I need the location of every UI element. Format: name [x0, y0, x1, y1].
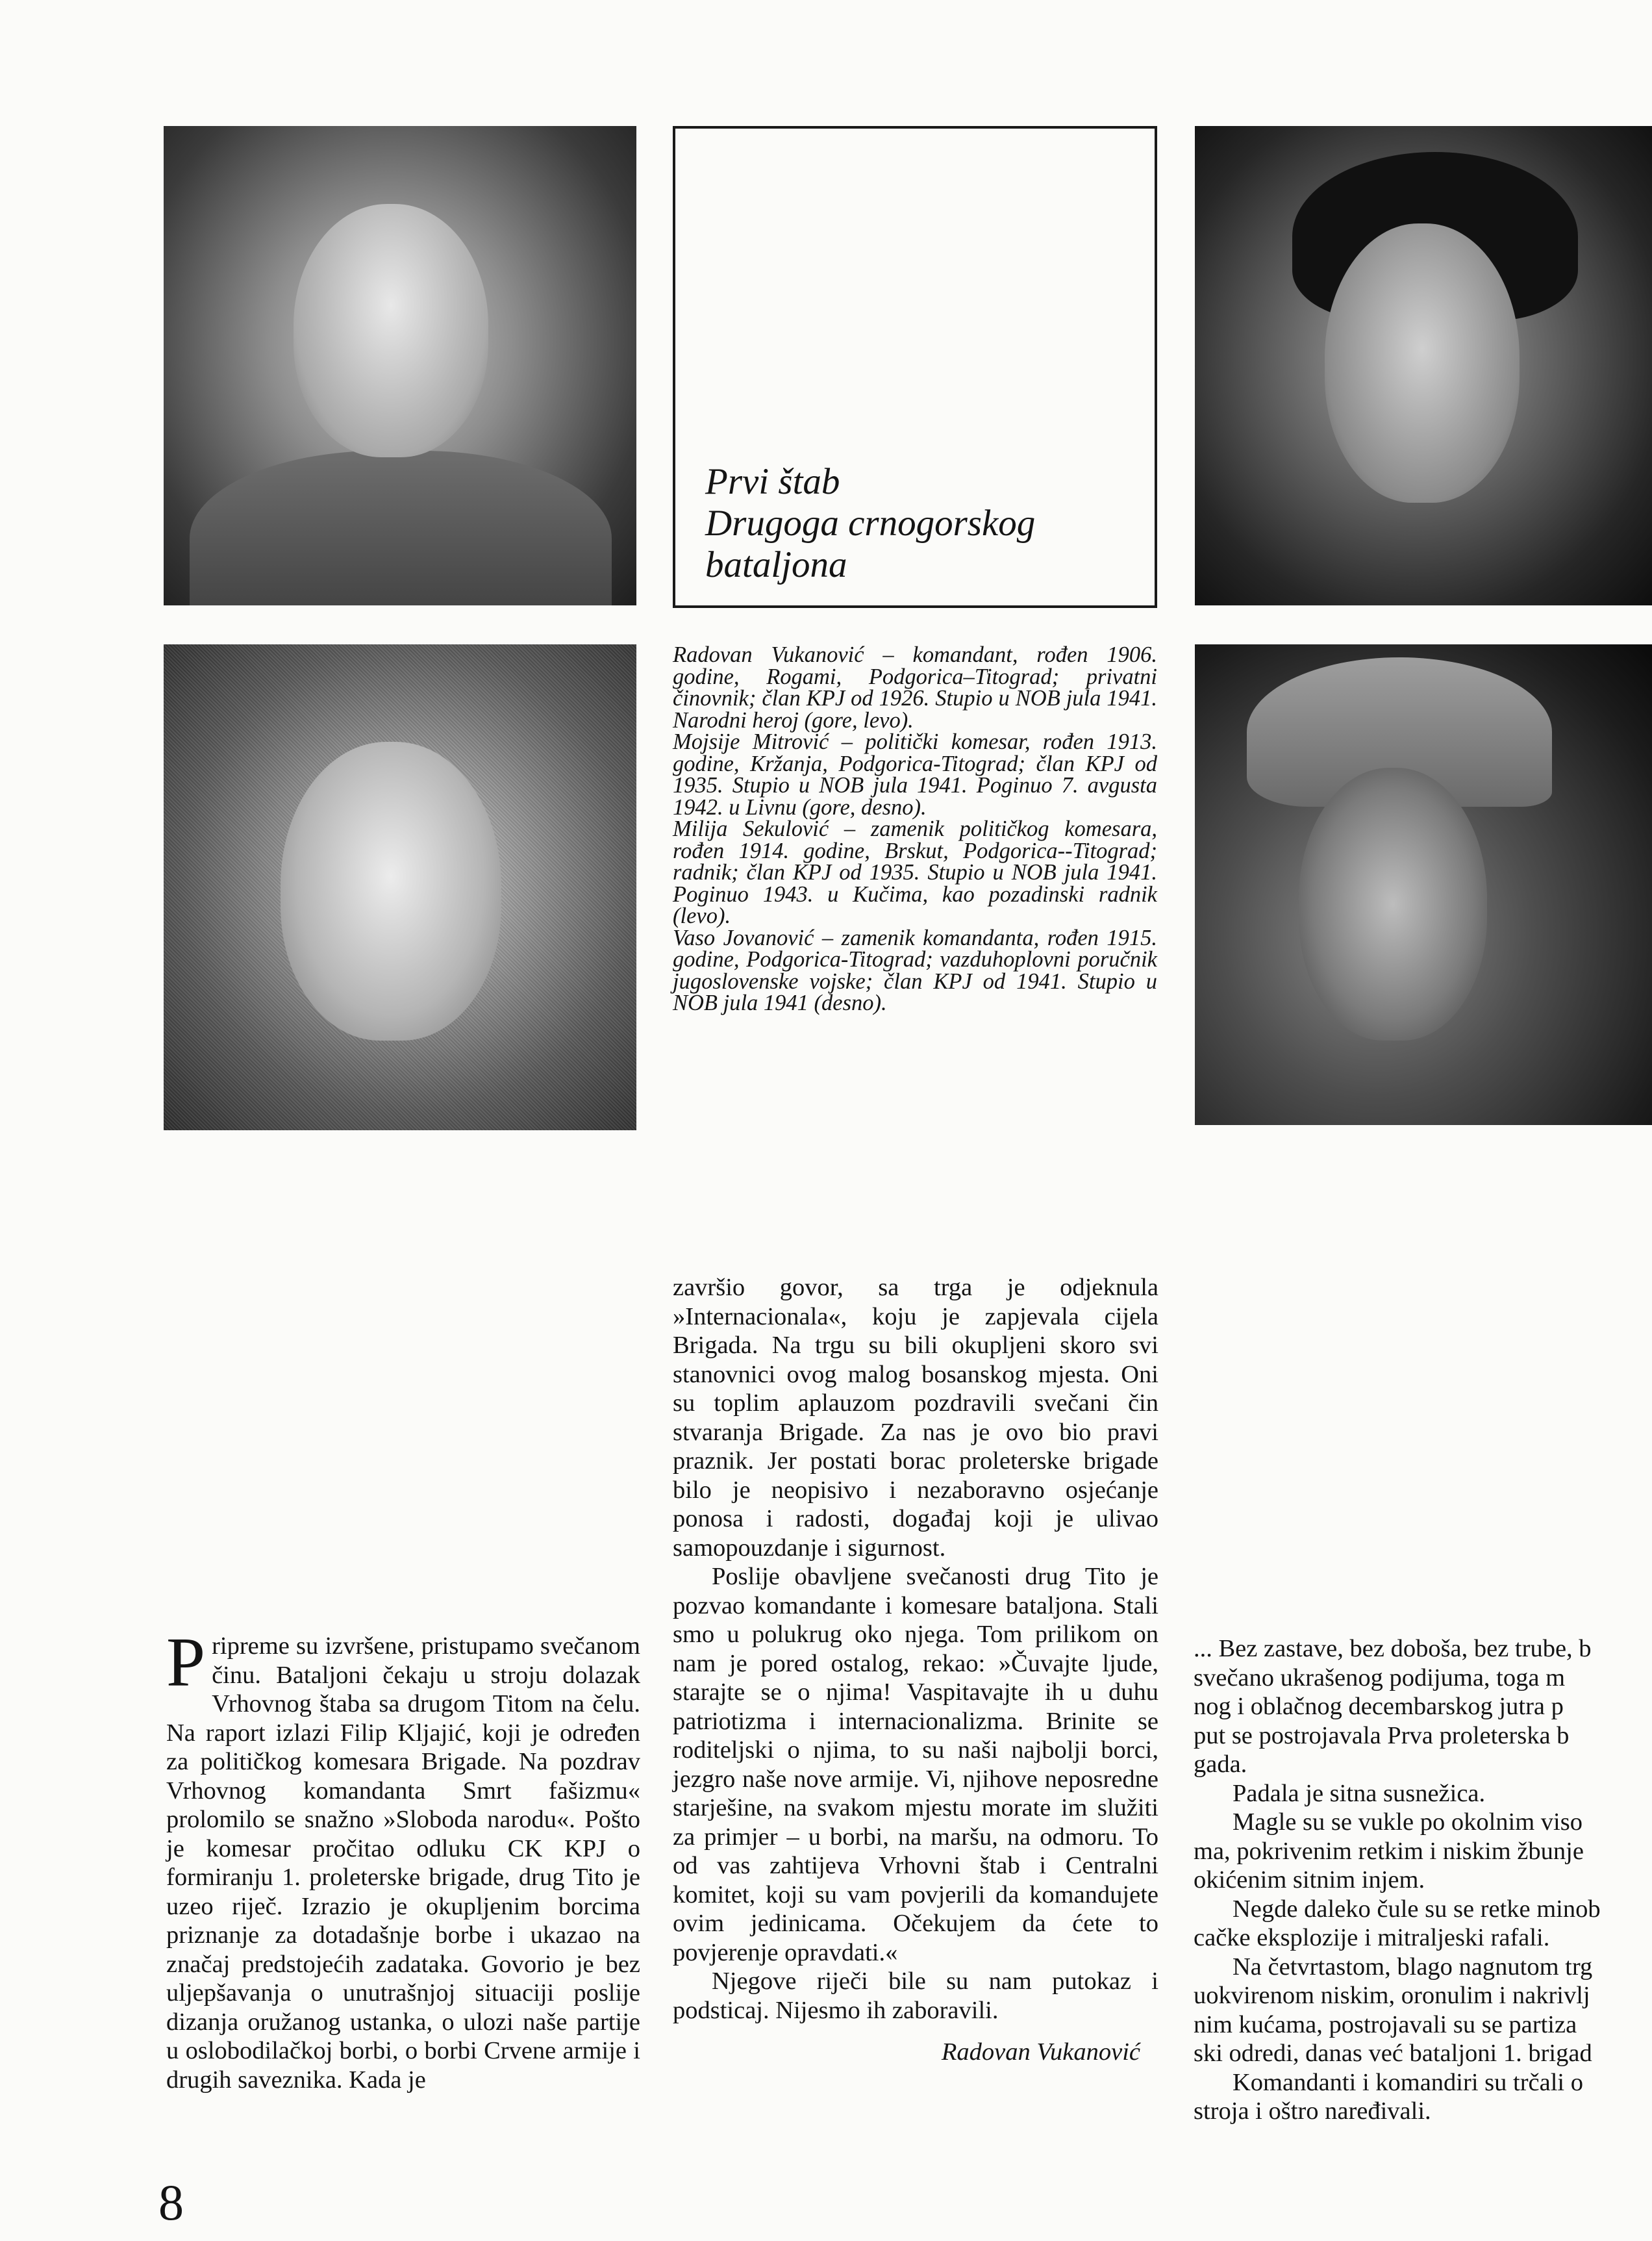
photo-face — [281, 742, 501, 1041]
drop-cap: P — [166, 1624, 206, 1701]
column-3-line: ma, pokrivenim retkim i niskim žbunje — [1194, 1837, 1584, 1865]
photo-face — [1299, 768, 1487, 1041]
caption-entry-vukanovic: Radovan Vukanović – komandant, rođen 1906. godine, Rogami, Podgorica–Titograd; privatni činovnik; član KPJ od 1926. Stupio u NOB jula 1941. Narodni heroj (gore, levo). — [673, 642, 1157, 733]
column-2-paragraph-1: završio govor, sa trga je odjeknula »Internacionala«, koju je zapjevala cijela Brigada. Na trgu su bili okupljeni skoro svi stanovnici ovog malog bosanskog mjesta. Oni su toplim aplauzom pozdravili svečani čin stvaranja Brigade. Za nas je ovo bio pravi praznik. Jer postati borac proleterske brigade bilo je neopisivo i nezaboravno osjećanje ponosa i radosti, događaj koji je ulivao samopouzdanje i sigurnost. — [673, 1274, 1158, 1562]
column-2-paragraph-2: Poslije obavljene svečanosti drug Tito je pozvao komandante i komesare bataljona. Stali smo u polukrug oko njega. Tom prilikom on nam je pored ostalog, rekao: »Čuvajte ljude, starajte se o njima! Vaspitavajte ih u duhu patriotizma i internacionalizma. Brinite se roditeljski o njima, to su naši najbolji borci, jezgro naše nove armije. Vi, njihove neposredne starješine, na svakom mjestu morate im služiti za primjer – u borbi, na maršu, na odmoru. To od vas zahtijeva Vrhovni štab i Centralni komitet, koji su vam povjerili da komandujete ovim jedinicama. Očekujem da ćete to povjerenje opravdati.« — [673, 1563, 1158, 1966]
column-3-line: ski odredi, danas već bataljoni 1. brigad — [1194, 2040, 1592, 2067]
column-3-line: gada. — [1194, 1751, 1247, 1778]
caption-entry-mitrovic: Mojsije Mitrović – politički komesar, rođen 1913. godine, Kržanja, Podgorica-Titograd; član KPJ od 1935. Stupio u NOB jula 1941. Poginuo 7. avgusta 1942. u Livnu (gore, desno). — [673, 729, 1157, 820]
body-column-1 — [166, 1624, 640, 2094]
column-3-line: Magle su se vukle po okolnim viso — [1233, 1808, 1583, 1836]
column-3-line: Na četvrtastom, blago nagnutom trg — [1233, 1953, 1593, 1981]
author-signature: Radovan Vukanović — [941, 2038, 1140, 2066]
column-3-line: put se postrojavala Prva proleterska b — [1194, 1721, 1570, 1749]
title-box — [673, 126, 1157, 608]
photo-mojsije-mitrovic — [1195, 126, 1652, 605]
title-line-2: Drugoga crnogorskog — [705, 503, 1036, 544]
title-line-3: bataljona — [705, 544, 847, 585]
title-line-1: Prvi štab — [705, 461, 840, 502]
column-3-line: uokvirenom niskim, oronulim i nakrivlj — [1194, 1982, 1590, 2009]
column-3-line: nog i oblačnog decembarskog jutra p — [1194, 1693, 1564, 1720]
page-number: 8 — [158, 2174, 184, 2231]
column-1-paragraph — [166, 1624, 640, 2094]
photo-caption — [673, 644, 1157, 1015]
photo-shoulders — [190, 451, 612, 605]
column-3-line: okićenim sitnim injem. — [1194, 1866, 1425, 1893]
column-3-line: nim kućama, postrojavali su se partiza — [1194, 2010, 1577, 2038]
photo-radovan-vukanovic — [164, 126, 636, 605]
column-3-line: Padala je sitna susnežica. — [1233, 1779, 1486, 1807]
column-3-line: Komandanti i komandiri su trčali o — [1233, 2068, 1583, 2096]
photo-face — [1325, 223, 1520, 503]
column-3-line: ... Bez zastave, bez doboša, bez trube, b — [1194, 1635, 1592, 1662]
column-3-line: Negde daleko čule su se retke minob — [1233, 1895, 1601, 1923]
photo-milija-sekulovic — [164, 644, 636, 1130]
page-title — [705, 461, 1035, 586]
body-column-2 — [673, 1273, 1158, 2067]
column-1-text: ripreme su izvršene, pristupamo svečanom činu. Bataljoni čekaju u stroju dolazak Vrhovnog štaba sa drugom Titom na čelu. Na raport izlazi Filip Kljajić, koji je određen za političkog komesara Brigade. Na pozdrav Vrhovnog komandanta Smrt fašizmu« prolomilo se snažno »Sloboda narodu«. Pošto je komesar pročitao odluku CK KPJ o formiranju 1. proleterske brigade, drug Tito je uzeo riječ. Izrazio je okupljenim borcima priznanje za dotadašnje borbe i ukazao na značaj predstojećih zadataka. Govorio je bez uljepšavanja o unutrašnjoj situaciji poslije dizanja oružanog ustanka, o ulozi naše partije u oslobodilačkoj borbi, o borbi Crvene armije i drugih saveznika. Kada je — [166, 1632, 640, 2094]
column-3-line: stroja i oštro naređivali. — [1194, 2097, 1431, 2125]
column-3-line: svečano ukrašenog podijuma, toga m — [1194, 1664, 1566, 1691]
photo-vaso-jovanovic — [1195, 644, 1652, 1125]
column-2-paragraph-3: Njegove riječi bile su nam putokaz i podsticaj. Nijesmo ih zaboravili. — [673, 1968, 1158, 2024]
body-column-3 — [1194, 1634, 1652, 2126]
column-3-line: cačke eksplozije i mitraljeski rafali. — [1194, 1924, 1550, 1951]
caption-entry-sekulovic: Milija Sekulović – zamenik političkog komesara, rođen 1914. godine, Brskut, Podgorica--Titograd; radnik; član KPJ od 1935. Stupio u NOB jula 1941. Poginuo 1943. u Kučima, kao pozadinski radnik (levo). — [673, 817, 1157, 928]
photo-face — [294, 204, 488, 457]
caption-entry-jovanovic: Vaso Jovanović – zamenik komandanta, rođen 1915. godine, Podgorica-Titograd; vazduhoplovni poručnik jugoslovenske vojske; član KPJ od 1941. Stupio u NOB jula 1941 (desno). — [673, 925, 1157, 1015]
